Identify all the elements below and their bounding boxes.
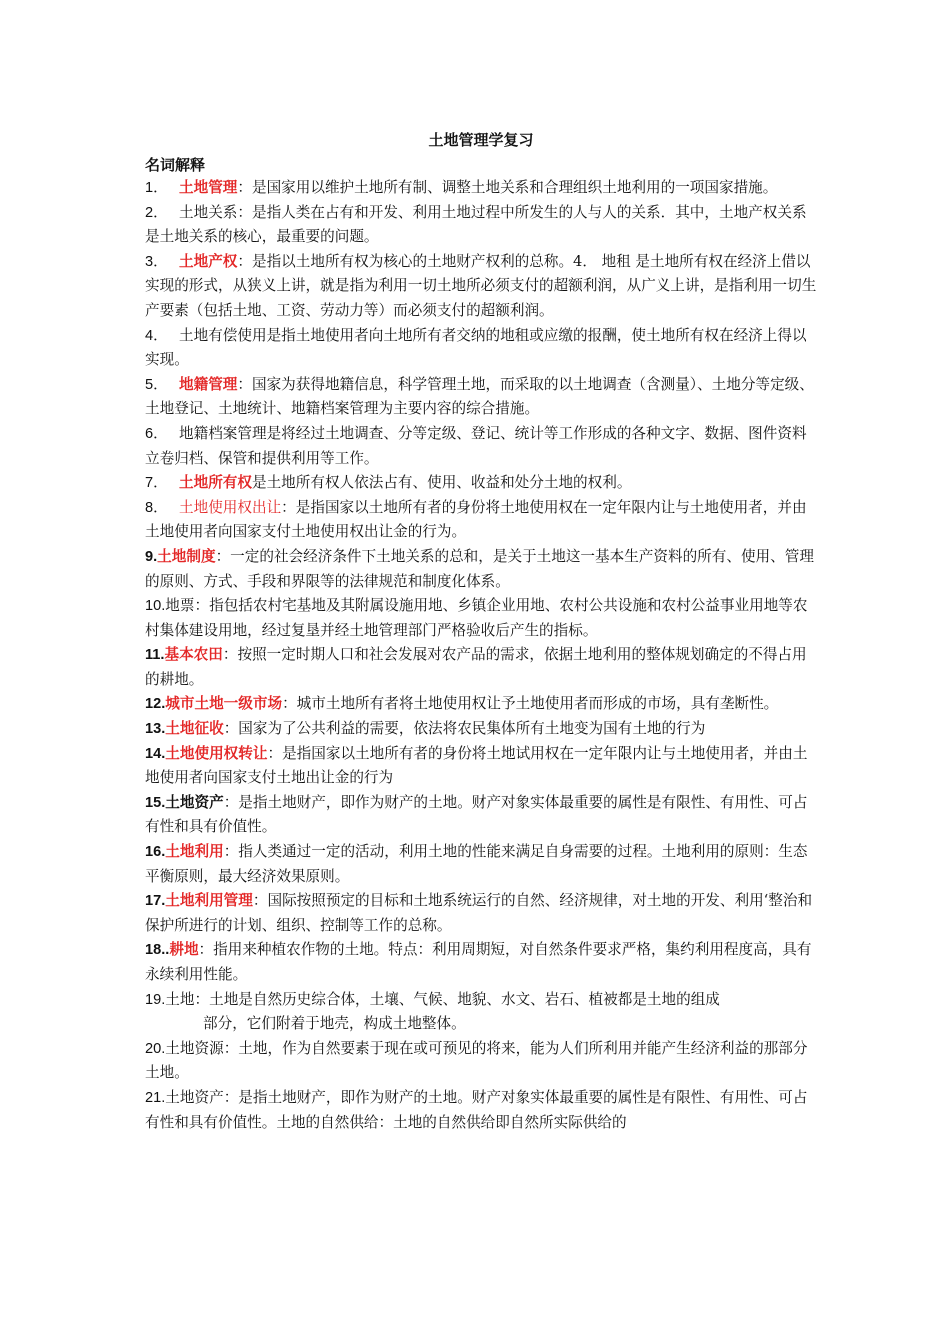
- entry-number: 14.: [145, 745, 166, 762]
- entry-number: 21.: [145, 1089, 166, 1106]
- entry-number: 2．: [145, 204, 168, 221]
- entry-body: ：一定的社会经济条件下土地关系的总和，是关于土地这一基本生产资料的所有、使用、管理的原则、方式、手段和界限等的法律规范和制度化体系。: [145, 547, 814, 590]
- definition-entry: [145, 938, 817, 987]
- entry-number: 18..: [145, 942, 170, 959]
- entry-term: 土地使用权转让: [165, 744, 268, 762]
- entry-number: 19.: [145, 991, 166, 1008]
- definition-entry: [145, 988, 817, 1013]
- definition-entry: [145, 471, 817, 496]
- entry-body: ：是指土地财产，即作为财产的土地。财产对象实体最重要的属性是有限性、有用性、可占有性和具有价值性。: [145, 793, 808, 836]
- entry-number: 10.: [145, 598, 166, 615]
- definition-entry: [145, 422, 817, 471]
- entry-number: 8．: [145, 499, 168, 516]
- definition-entry: [145, 250, 817, 324]
- entry-term: 土地征收: [165, 720, 224, 738]
- document-page: [145, 128, 817, 1135]
- entry-number: 4．: [145, 327, 168, 344]
- definition-entry: [145, 545, 817, 594]
- entry-body: ：是国家用以维护土地所有制、调整土地关系和合理组织土地利用的一项国家措施。: [237, 179, 778, 196]
- entry-body: ：城市土地所有者将土地使用权让予土地使用者而形成的市场，具有垄断性。: [282, 695, 779, 713]
- entry-term: 地籍管理: [179, 375, 238, 393]
- definition-entry: [145, 840, 817, 889]
- definition-entry: [145, 791, 817, 840]
- entry-term: 土地利用: [165, 843, 224, 861]
- entry-body: ：是指土地财产，即作为财产的土地。财产对象实体最重要的属性是有限性、有用性、可占有性和具有价值性。土地的自然供给：土地的自然供给即自然所实际供给的: [145, 1088, 808, 1131]
- entry-number: 5．: [145, 376, 168, 393]
- definition-entry: [145, 324, 817, 373]
- definition-entry: [145, 889, 817, 938]
- definition-entry: [145, 692, 817, 717]
- entry-term: 地票: [165, 597, 195, 615]
- entry-number: 16.: [145, 844, 166, 861]
- document-title: 土地管理学复习: [428, 131, 534, 149]
- entry-body: ：国际按照预定的目标和土地系统运行的自然、经济规律，对土地的开发、利用‘整治和保护所进行的计划、组织、控制等工作的总称。: [145, 892, 813, 934]
- entry-body: 是将经过土地调查、分等定级、登记、统计等工作形成的各种文字、数据、图件资料立卷归档、保管和提供利用等工作。: [145, 424, 807, 467]
- entry-number: 11.: [145, 647, 165, 664]
- section-heading: 名词解释: [145, 156, 206, 174]
- entry-body: 是指土地使用者向土地所有者交纳的地租或应缴的报酬，使土地所有权在经济上得以实现。: [145, 326, 807, 369]
- entry-term: 土地制度: [157, 547, 216, 565]
- entry-body-continued: 部分，它们附着于地壳，构成土地整体。: [203, 1015, 466, 1033]
- definition-entry: [145, 496, 817, 545]
- entry-number: 12.: [145, 696, 166, 713]
- entry-number: 3．: [145, 253, 168, 270]
- entry-body: ：指用来种植农作物的土地。特点：利用周期短，对自然条件要求严格，集约利用程度高，具有永续利用性能。: [145, 941, 812, 983]
- entry-term: 土地资产: [165, 793, 224, 811]
- entry-term: 地籍档案管理: [179, 424, 267, 442]
- entry-term: 土地资产: [165, 1088, 224, 1106]
- entry-term: 土地管理: [179, 179, 238, 196]
- entry-number: 9.: [145, 548, 158, 565]
- entry-term: 土地使用权出让: [179, 498, 282, 516]
- entry-term: 土地利用管理: [165, 892, 253, 910]
- entry-body: ：是指人类在占有和开发、利用土地过程中所发生的人与人的关系．其中，土地产权关系是土地关系的核心，最重要的问题。: [145, 203, 807, 246]
- entry-number: 6．: [145, 425, 168, 442]
- entry-body: ：国家为获得地籍信息，科学管理土地，而采取的以土地调查（含测量）、土地分等定级、土地登记、土地统计、地籍档案管理为主要内容的综合措施。: [145, 375, 814, 418]
- entry-term: 土地关系: [179, 203, 238, 221]
- entry-term: 城市土地一级市场: [165, 695, 283, 713]
- entry-body: ：是指以土地所有权为核心的土地财产权利的总称。4． 地租 是土地所有权在经济上借以实现的形式，从狭义上讲，就是指为利用一切土地所必须支付的超额利润，从广义上讲，是指利用一切生产要素（包括土地、工资、劳动力等）而必须支付的超额利润。: [145, 252, 817, 319]
- entry-term: 土地所有权: [179, 474, 252, 492]
- entry-term: 土地有偿使用: [179, 326, 267, 344]
- definition-entry: [145, 201, 817, 250]
- entry-term: 土地: [165, 990, 195, 1008]
- definition-entry: [145, 742, 817, 791]
- entry-body: ：土地是自然历史综合体，土壤、气候、地貌、水文、岩石、植被都是土地的组成: [194, 990, 720, 1008]
- definition-entry: [145, 594, 817, 643]
- definition-entry: [145, 176, 817, 201]
- entry-number: 1．: [145, 180, 168, 196]
- entry-term: 土地资源: [165, 1039, 224, 1057]
- definition-entry: [145, 1086, 817, 1135]
- entry-number: 20.: [145, 1040, 166, 1057]
- definition-entry-continuation: [145, 1012, 817, 1037]
- definition-entry: [145, 1037, 817, 1086]
- entry-body: 是土地所有权人依法占有、使用、收益和处分土地的权利。: [251, 474, 632, 492]
- entry-number: 7．: [145, 475, 168, 492]
- entry-body: ：是指国家以土地所有者的身份将土地试用权在一定年限内让与土地使用者，并由土地使用者向国家支付土地出让金的行为: [145, 744, 808, 787]
- entry-body: ：是指国家以土地所有者的身份将土地使用权在一定年限内让与土地使用者，并由土地使用者向国家支付土地使用权出让金的行为。: [145, 498, 807, 541]
- entry-number: 13.: [145, 721, 166, 738]
- entry-body: ：指包括农村宅基地及其附属设施用地、乡镇企业用地、农村公共设施和农村公益事业用地等农村集体建设用地，经过复垦并经土地管理部门严格验收后产生的指标。: [145, 597, 808, 639]
- entry-term: 基本农田: [164, 646, 223, 664]
- entry-number: 15.: [145, 794, 166, 811]
- definition-entry: [145, 373, 817, 422]
- definition-entry: [145, 643, 817, 692]
- entry-term: 土地产权: [179, 252, 238, 270]
- entry-body: ：国家为了公共利益的需要，依法将农民集体所有土地变为国有土地的行为: [223, 720, 706, 738]
- entry-number: 17.: [145, 893, 166, 910]
- entry-body: ：指人类通过一定的活动，利用土地的性能来满足自身需要的过程。土地利用的原则：生态平衡原则，最大经济效果原则。: [145, 843, 808, 885]
- definition-entry: [145, 717, 817, 742]
- entry-body: ：土地，作为自然要素于现在或可预见的将来，能为人们所利用并能产生经济利益的那部分土地。: [145, 1039, 808, 1082]
- entry-body: ：按照一定时期人口和社会发展对农产品的需求，依据土地利用的整体规划确定的不得占用的耕地。: [145, 646, 807, 688]
- entry-term: 耕地: [169, 941, 199, 959]
